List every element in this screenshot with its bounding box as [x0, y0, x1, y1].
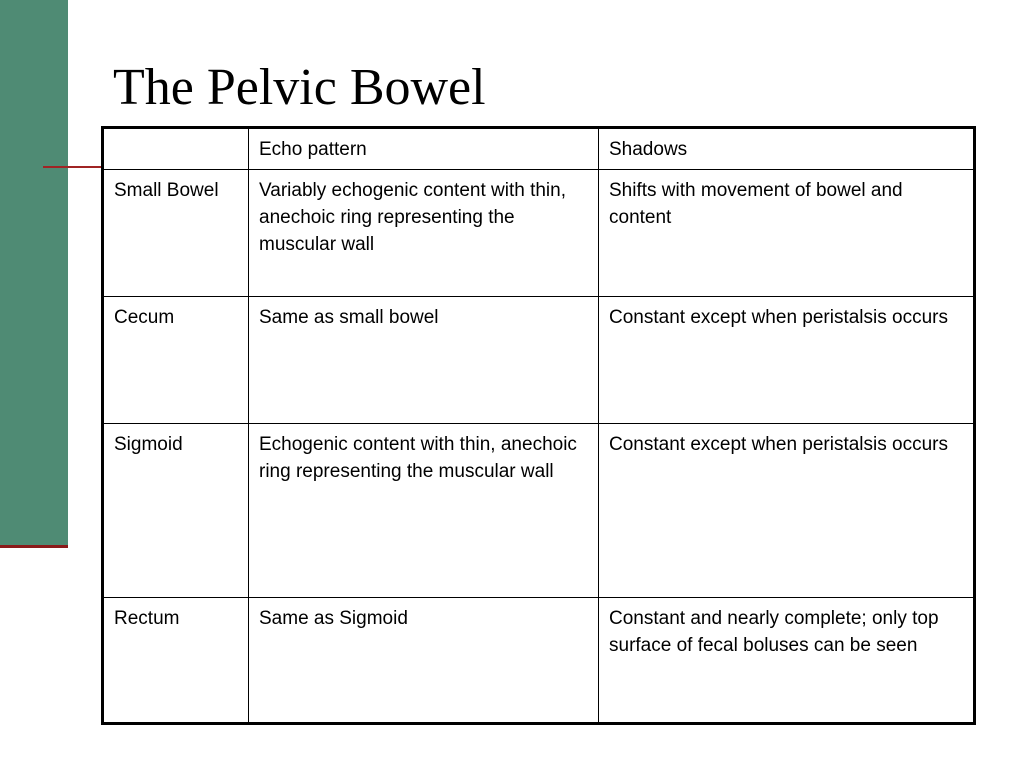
- echo-pattern-cell: Echogenic content with thin, anechoic ring representing the muscular wall: [249, 424, 599, 598]
- table-row: [103, 424, 975, 598]
- table-row: [103, 170, 975, 297]
- header-cell-empty: [103, 128, 249, 170]
- table-header-row: [103, 128, 975, 170]
- echo-pattern-cell: Same as small bowel: [249, 297, 599, 424]
- slide-title: The Pelvic Bowel: [113, 59, 486, 116]
- row-name-cell: Small Bowel: [103, 170, 249, 297]
- left-accent-underline: [0, 545, 68, 548]
- shadows-cell: Shifts with movement of bowel and content: [599, 170, 975, 297]
- echo-pattern-cell: Same as Sigmoid: [249, 598, 599, 724]
- header-cell-shadows: Shadows: [599, 128, 975, 170]
- table-row: [103, 297, 975, 424]
- echo-pattern-cell: Variably echogenic content with thin, anechoic ring representing the muscular wall: [249, 170, 599, 297]
- table-row: [103, 598, 975, 724]
- shadows-cell: Constant and nearly complete; only top surface of fecal boluses can be seen: [599, 598, 975, 724]
- shadows-cell: Constant except when peristalsis occurs: [599, 297, 975, 424]
- shadows-cell: Constant except when peristalsis occurs: [599, 424, 975, 598]
- row-name-cell: Rectum: [103, 598, 249, 724]
- row-name-cell: Cecum: [103, 297, 249, 424]
- header-cell-echo-pattern: Echo pattern: [249, 128, 599, 170]
- row-name-cell: Sigmoid: [103, 424, 249, 598]
- left-accent-bar: [0, 0, 68, 545]
- bowel-comparison-table: [101, 126, 976, 725]
